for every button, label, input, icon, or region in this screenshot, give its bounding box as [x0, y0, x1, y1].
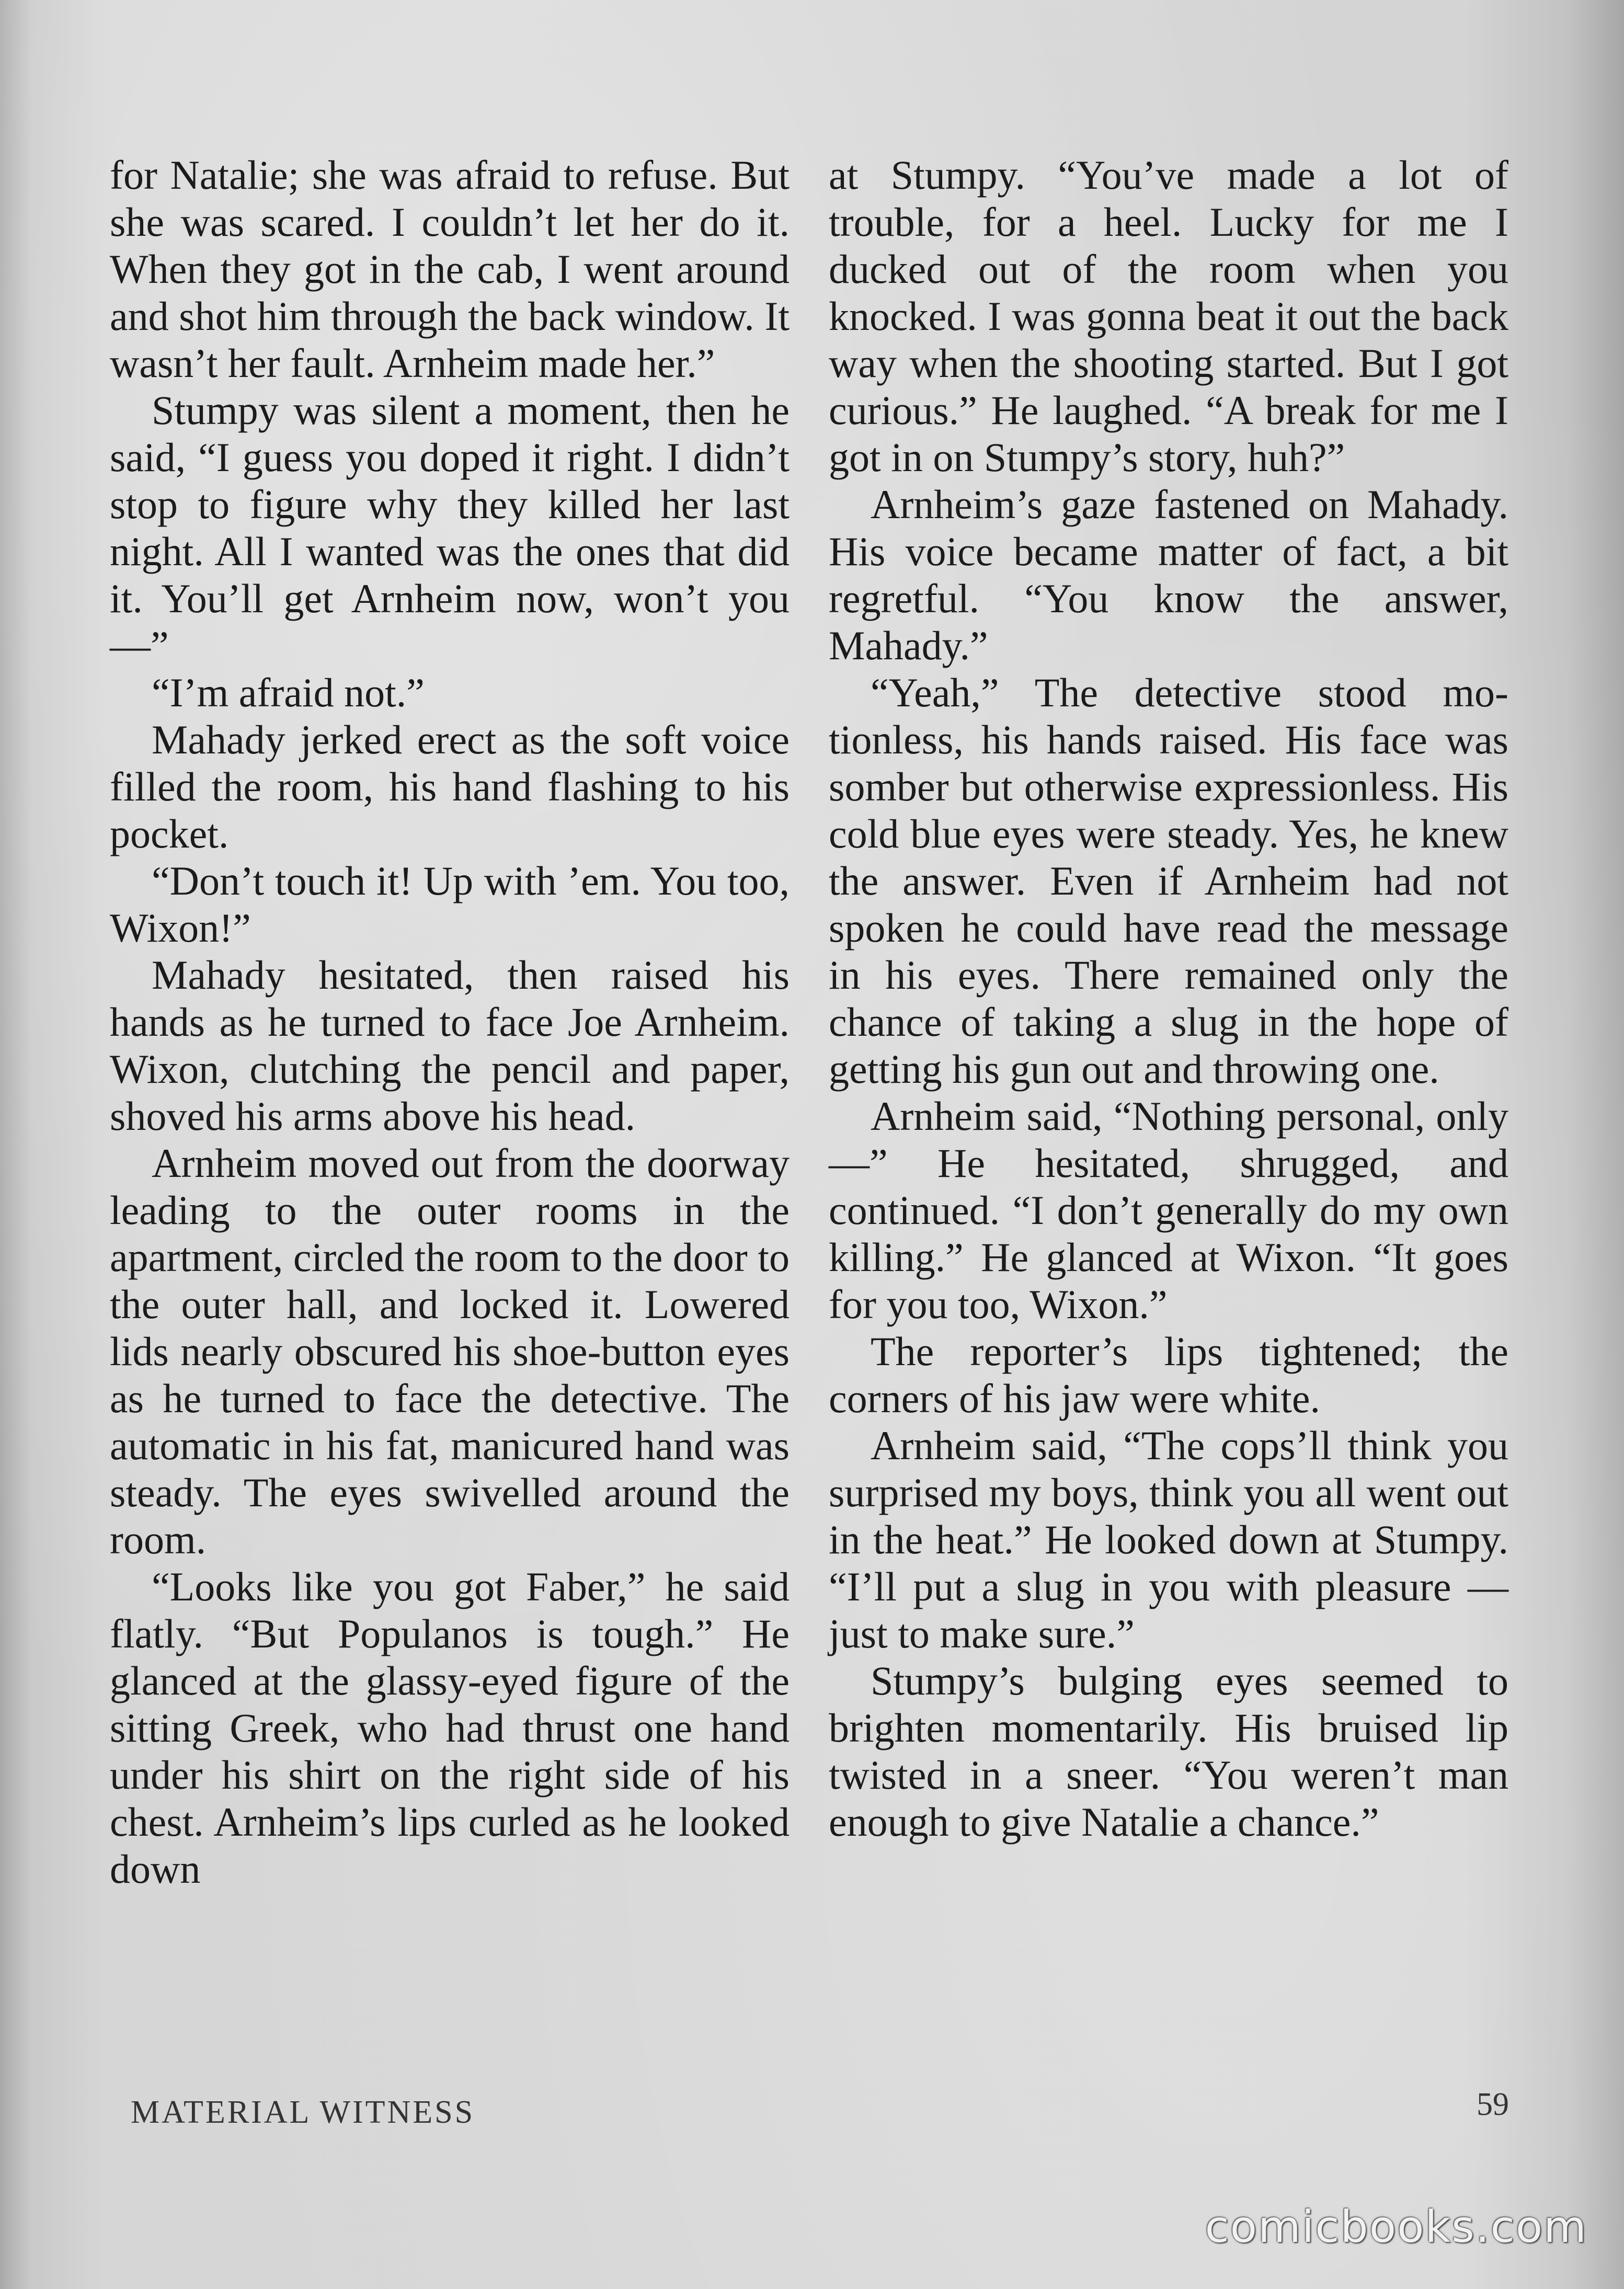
right-text-column	[829, 152, 1508, 1846]
paragraph: Mahady hesitated, then raised his hands as he turned to face Joe Arnheim. Wixon, clutching the pencil and paper, shoved his arms above his head.	[110, 952, 790, 1139]
watermark: comicbooks.com	[1205, 2201, 1587, 2252]
paragraph: “Looks like you got Faber,” he said flatly. “But Populanos is tough.” He glanced at the glassy-eyed figure of the sitting Greek, who had thrust one hand under his shirt on the right side of his chest. Arnheim’s lips curled as he looked down	[110, 1564, 790, 1892]
page-number: 59	[1477, 2087, 1509, 2122]
paragraph: Stumpy was silent a moment, then he said, “I guess you doped it right. I didn’t stop to figure why they killed her last night. All I wanted was the ones that did it. You’ll get Arnheim now, won’t you —”	[110, 387, 790, 668]
paragraph: for Natalie; she was afraid to refuse. But she was scared. I couldn’t let her do it. When they got in the cab, I went around and shot him through the back window. It wasn’t her fault. Arnheim made her.”	[110, 152, 790, 386]
paragraph: Mahady jerked erect as the soft voice filled the room, his hand flashing to his pocket.	[110, 717, 790, 856]
paragraph: “I’m afraid not.”	[152, 670, 425, 715]
paragraph: Stumpy’s bulging eyes seemed to brighten momentarily. His bruised lip twisted in a sneer. “You weren’t man enough to give Natalie a chance.”	[829, 1658, 1508, 1845]
paragraph: “Don’t touch it! Up with ’em. You too, Wixon!”	[110, 858, 790, 951]
paragraph: Arnheim said, “Nothing personal, only —” He hesitated, shrugged, and continued. “I don’t generally do my own killing.” He glanced at Wixon. “It goes for you too, Wixon.”	[829, 1093, 1508, 1327]
paragraph: at Stumpy. “You’ve made a lot of trouble, for a heel. Lucky for me I ducked out of the room when you knocked. I was gonna beat it out the back way when the shooting started. But I got curious.” He laughed. “A break for me I got in on Stumpy’s story, huh?”	[829, 152, 1508, 480]
paragraph: Arnheim’s gaze fastened on Mahady. His voice became matter of fact, a bit regretful. “You know the answer, Mahady.”	[829, 482, 1508, 668]
left-text-column	[110, 152, 790, 1893]
paragraph: Arnheim moved out from the doorway leading to the outer rooms in the apartment, circled the room to the door to the outer hall, and locked it. Lowered lids nearly obscured his shoe-button eyes as he turned to face the detective. The automatic in his fat, manicured hand was steady. The eyes swivelled around the room.	[110, 1140, 790, 1562]
paragraph: The reporter’s lips tightened; the corners of his jaw were white.	[829, 1329, 1508, 1421]
paragraph: Arnheim said, “The cops’ll think you surprised my boys, think you all went out in the heat.” He looked down at Stumpy. “I’ll put a slug in you with pleasure — just to make sure.”	[829, 1423, 1508, 1656]
running-footer-title: MATERIAL WITNESS	[131, 2095, 475, 2130]
paragraph: “Yeah,” The detective stood motionless, his hands raised. His face was somber but otherwise expressionless. His cold blue eyes were steady. Yes, he knew the answer. Even if Arnheim had not spoken he could have read the message in his eyes. There remained only the chance of taking a slug in the hope of getting his gun out and throwing one.	[829, 670, 1508, 1092]
